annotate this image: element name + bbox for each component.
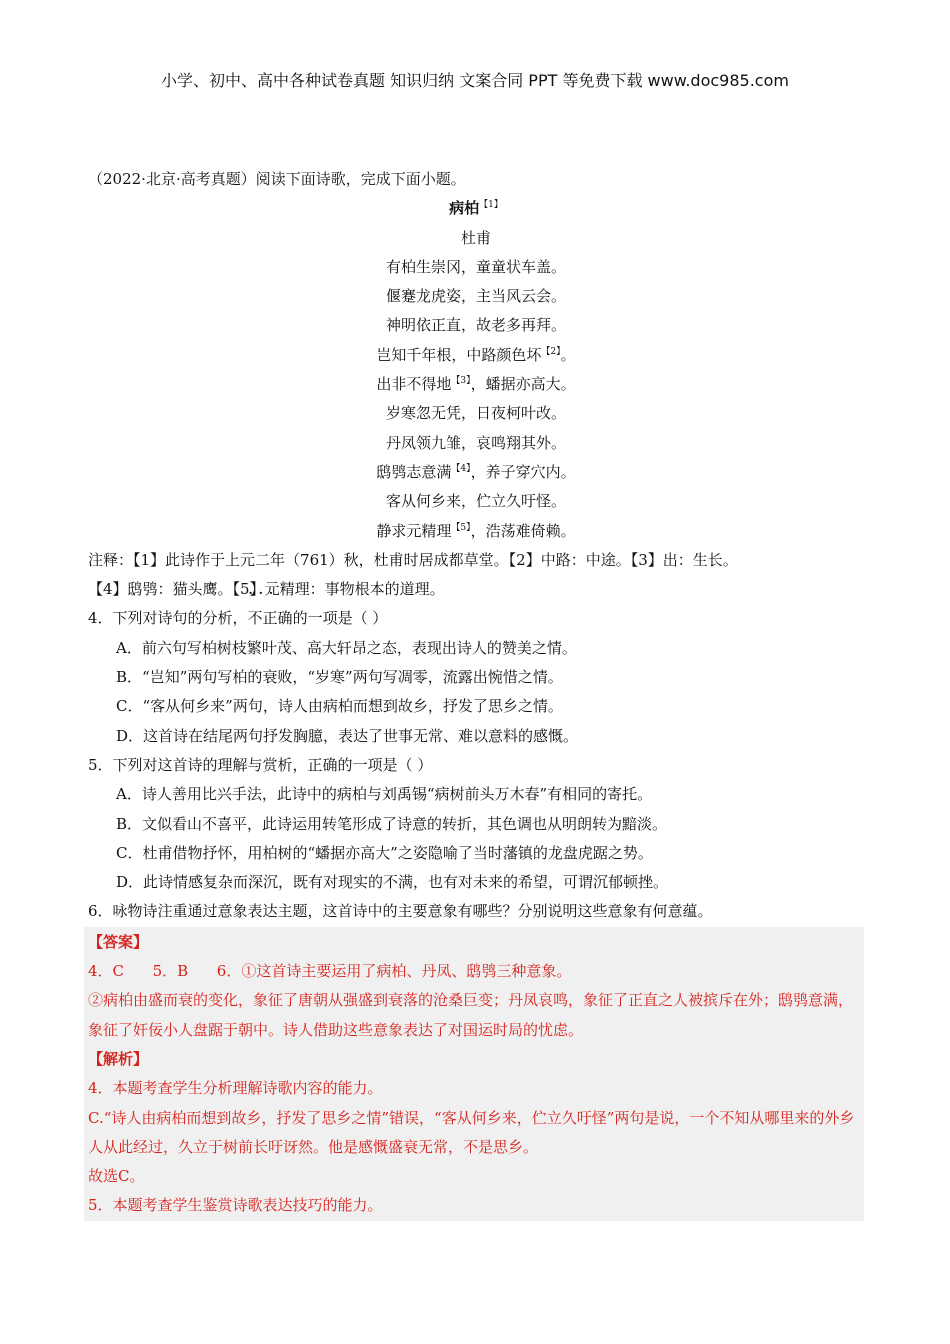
poem-author: 杜甫 (460, 228, 491, 247)
footnote-ref: 【3】 (451, 376, 471, 387)
poem-line-text: ，蟠据亦高大。 (470, 375, 576, 394)
poem-line (88, 458, 864, 487)
option-c: C．“客从何乡来”两句，诗人由病柏而想到故乡，抒发了思乡之情。 (116, 697, 563, 716)
poem-line (88, 429, 864, 458)
poem-line (88, 311, 864, 340)
poem-line-text: 岁寒忽无凭，日夜柯叶改。 (385, 404, 566, 423)
poem-line-text: 出非不得地 (376, 375, 452, 394)
poem-line-text: 客从何乡来，伫立久吁怪。 (385, 492, 566, 511)
analysis-paragraph: 5．本题考查学生鉴赏诗歌表达技巧的能力。 (88, 1196, 383, 1215)
option-c: C．杜甫借物抒怀，用柏树的“蟠据亦高大”之姿隐喻了当时藩镇的龙盘虎踞之势。 (116, 843, 653, 862)
footnote-ref: 【1】 (479, 200, 503, 211)
option-d: D．此诗情感复杂而深沉，既有对现实的不满，也有对未来的希望，可谓沉郁顿挫。 (116, 873, 669, 892)
footnote-ref: 【5】 (451, 522, 471, 533)
answer-section (84, 927, 864, 1221)
option-b: B．文似看山不喜平，此诗运用转笔形成了诗意的转折，其色调也从明朗转为黯淡。 (116, 814, 668, 833)
question-4-stem (88, 604, 864, 633)
stem-prefix: 4．下列对诗句的分析， (88, 609, 248, 628)
poem-line (88, 253, 864, 282)
poem-line-text: 偃蹇龙虎姿，主当风云会。 (385, 287, 566, 306)
footnote-ref: 【4】 (451, 463, 471, 474)
poem-title-text: 病柏 (449, 199, 480, 218)
footnote-ref: 【2】 (541, 346, 561, 357)
emphasis-text: · · · 不正确 (248, 604, 293, 633)
site-header: 小学、初中、高中各种试卷真题 知识归纳 文案合同 PPT 等免费下载 www.doc985.com (161, 71, 789, 90)
analysis-tag: 【解析】 (88, 1049, 149, 1068)
poem-line-text: 鸱鸮志意满 (376, 462, 452, 481)
stem-suffix: 的一项是（ ） (292, 609, 388, 628)
option-a: A．前六句写柏树枝繁叶茂、高大轩昂之态，表现出诗人的赞美之情。 (116, 638, 577, 657)
poem-line-text: 静求元精理 (376, 521, 452, 540)
poem-title (88, 194, 864, 223)
option-d: D．这首诗在结尾两句抒发胸臆，表达了世事无常、难以意料的感慨。 (116, 726, 579, 745)
poem-line-text: 。 (560, 345, 576, 364)
question-intro: （2022·北京·高考真题）阅读下面诗歌，完成下面小题。 (88, 170, 466, 188)
option-b: B．“岂知”两句写柏的衰败，“岁寒”两句写凋零，流露出惋惜之情。 (116, 668, 563, 687)
poem-line (88, 399, 864, 428)
poem-line (88, 341, 864, 370)
poem-line-text: 岂知千年根，中路颜色坏 (376, 345, 542, 364)
answer-line: 4．C 5．B 6．①这首诗主要运用了病柏、丹凤、鸱鸮三种意象。 (88, 962, 572, 981)
poem-line-text: ，浩荡难倚赖。 (470, 521, 576, 540)
poem-line-text: 有柏生崇冈，童童状车盖。 (385, 257, 566, 276)
analysis-paragraph: C.“诗人由病柏而想到故乡，抒发了思乡之情”错误，“客从何乡来，伫立久吁怪”两句是说，一个不知从哪里来的外乡人从此经过，久立于树前长吁讶然。他是感慨盛衰无常，不是思乡。 (88, 1108, 855, 1156)
question-6-stem: 6．咏物诗注重通过意象表达主题，这首诗中的主要意象有哪些？分别说明这些意象有何意蕴。 (88, 902, 713, 921)
answer-paragraph: ②病柏由盛而衰的变化，象征了唐朝从强盛到衰落的沧桑巨变；丹凤哀鸣，象征了正直之人被摈斥在外；鸱鸮意满，象征了奸佞小人盘踞于朝中。诗人借助这些意象表达了对国运时局的忧虑。 (88, 991, 854, 1039)
option-a: A．诗人善用比兴手法，此诗中的病柏与刘禹锡“病树前头万木春”有相同的寄托。 (116, 785, 653, 804)
poem-line (88, 487, 864, 516)
note-line: 注释：【1】此诗作于上元二年（761）秋，杜甫时居成都草堂。【2】中路：中途。【3】出：生长。 (88, 550, 738, 569)
note-line: 【4】鸱鸮：猫头鹰。【5】元精理：事物根本的道理。 (88, 580, 445, 599)
poem-line (88, 517, 864, 546)
poem-line-text: ，养子穿穴内。 (470, 462, 576, 481)
poem-line-text: 神明依正直，故老多再拜。 (385, 316, 566, 335)
poem-line (88, 282, 864, 311)
question-5-stem: 5．下列对这首诗的理解与赏析，正确的一项是（ ） (88, 755, 433, 774)
analysis-paragraph: 故选C。 (88, 1167, 145, 1186)
poem-line (88, 370, 864, 399)
answer-tag: 【答案】 (88, 932, 149, 951)
analysis-paragraph: 4．本题考查学生分析理解诗歌内容的能力。 (88, 1079, 383, 1098)
poem-line-text: 丹凤领九雏，哀鸣翔其外。 (385, 433, 566, 452)
poem-body (88, 253, 864, 546)
document-body (88, 165, 864, 1221)
